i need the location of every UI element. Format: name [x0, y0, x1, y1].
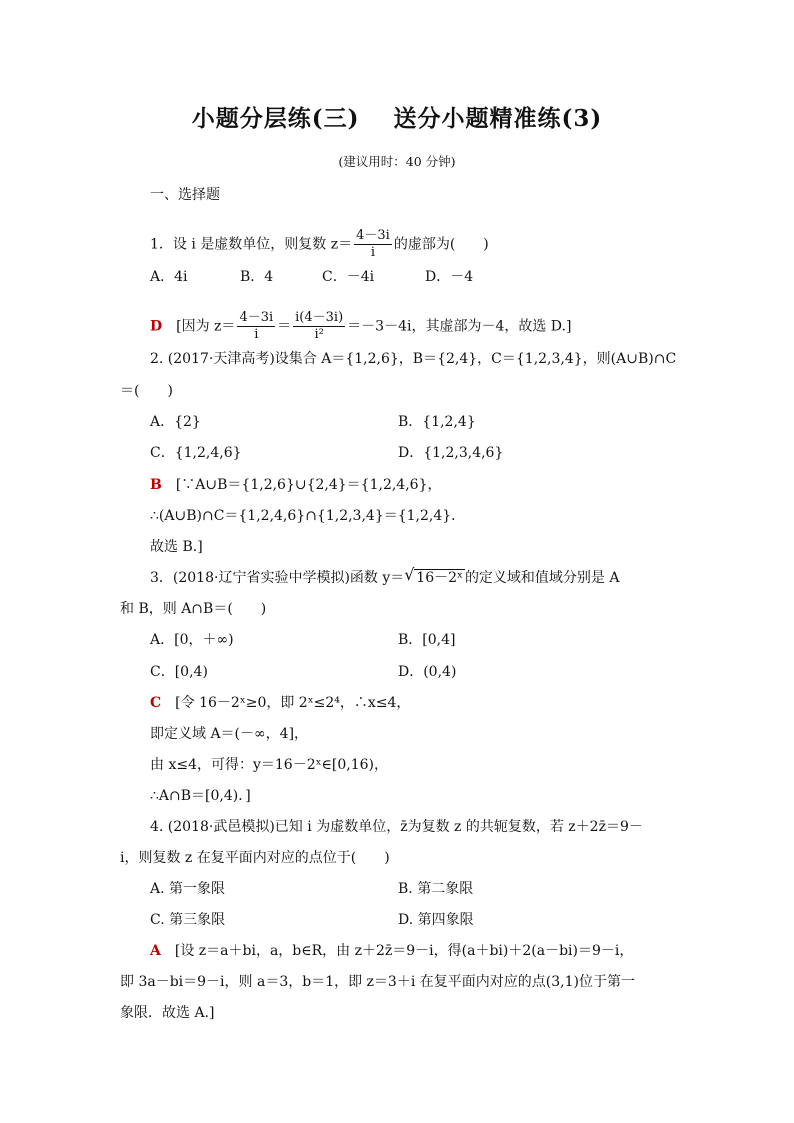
q3-stem-line-1 [150, 565, 620, 587]
q4-answer-text-1: [设 z＝a＋bi，a，b∈R，由 z＋2z̄＝9－i，得(a＋bi)＋2(a－bi)＝9－i， [174, 943, 634, 959]
q1-stem-post: 的虚部为( ) [393, 236, 489, 253]
q1-answer-fraction-2 [293, 310, 345, 343]
q4-answer-line-3: 象限．故选 A.] [120, 1005, 215, 1021]
q2-option-d: D．{1,2,3,4,6} [398, 445, 504, 461]
q2-option-c: C．{1,2,4,6} [150, 445, 242, 461]
q1-frac-num: 4－3i [356, 228, 390, 243]
q3-stem-line-2: 和 B，则 A∩B＝( ) [120, 601, 267, 617]
q1-ans-f2-num: i(4－3i) [295, 310, 344, 325]
q2-answer-line-1 [150, 476, 441, 494]
q1-ans-f2-den: i² [314, 327, 324, 342]
section-heading: 一、选择题 [150, 187, 220, 203]
q1-answer-letter: D [150, 318, 163, 335]
q3-answer-letter: C [150, 695, 162, 711]
q4-option-b: B. 第二象限 [398, 881, 474, 897]
q1-answer-fraction-1 [237, 310, 275, 343]
q4-answer-letter: A [150, 943, 161, 959]
q2-stem-line-1: 2. (2017·天津高考)设集合 A＝{1,2,6}，B＝{2,4}，C＝{1,2,3,4}，则(A∪B)∩C [150, 351, 677, 367]
title-part-2: 送分小题精准练(3) [393, 105, 603, 132]
q1-option-a: A．4i [150, 269, 188, 285]
q1-ans-f1-num: 4－3i [239, 310, 274, 325]
q1-option-c: C．－4i [322, 269, 375, 285]
q1-fraction [354, 228, 392, 261]
page-title [0, 100, 794, 133]
q1-answer-eq: ＝ [277, 318, 292, 335]
radical-sign-icon: √ [404, 565, 415, 584]
q4-answer-line-2: 即 3a－bi＝9－i，则 a＝3，b＝1，即 z＝3＋i 在复平面内对应的点(3,1)位于第一 [120, 974, 635, 990]
q3-answer-text-1: [令 16－2ˣ≥0，即 2ˣ≤2⁴，∴x≤4， [175, 695, 411, 711]
q3-answer-line-3: 由 x≤4，可得：y＝16－2ˣ∈[0,16)， [150, 757, 389, 773]
q2-answer-letter: B [150, 477, 162, 493]
q3-stem-post: 的定义域和值域分别是 A [464, 570, 620, 586]
q1-option-d: D．－4 [425, 269, 474, 285]
q4-stem-line-1: 4. (2018·武邑模拟)已知 i 为虚数单位，z̄为复数 z 的共轭复数，若 z＋2z̄＝9－ [150, 819, 643, 835]
q3-stem-pre: 3．(2018·辽宁省实验中学模拟)函数 y＝ [150, 570, 405, 586]
q1-ans-f1-den: i [254, 327, 259, 342]
q2-option-a: A．{2} [150, 414, 201, 430]
q4-option-a: A. 第一象限 [150, 881, 226, 897]
q2-stem-line-2: ＝( ) [120, 383, 173, 399]
q2-option-b: B．{1,2,4} [398, 414, 476, 430]
q2-answer-line-2: ∴(A∪B)∩C＝{1,2,4,6}∩{1,2,3,4}＝{1,2,4}． [150, 508, 466, 524]
q3-option-c: C．[0,4) [150, 664, 208, 680]
q3-option-b: B．[0,4] [398, 632, 456, 648]
q4-answer-line-1 [150, 942, 633, 960]
q4-option-c: C. 第三象限 [150, 912, 226, 928]
q3-answer-line-2: 即定义域 A＝(－∞，4]， [150, 726, 309, 742]
title-part-1: 小题分层练(三) [191, 105, 360, 132]
q2-answer-line-3: 故选 B.] [150, 539, 203, 555]
q4-stem-line-2: i，则复数 z 在复平面内对应的点位于( ) [120, 850, 390, 866]
q3-sqrt-body: 16－2ˣ [416, 570, 463, 586]
q1-answer-pre: [因为 z＝ [176, 318, 236, 335]
q3-sqrt [404, 565, 465, 587]
q1-answer [150, 310, 571, 343]
q1-frac-den: i [370, 245, 376, 260]
q1-option-b: B．4 [240, 269, 274, 285]
q1-stem-pre: 1．设 i 是虚数单位，则复数 z＝ [150, 236, 353, 253]
q3-answer-line-4: ∴A∩B＝[0,4)．] [150, 788, 251, 804]
q3-answer-line-1 [150, 694, 410, 712]
q4-option-d: D. 第四象限 [398, 912, 474, 928]
time-suggestion: (建议用时：40 分钟) [338, 154, 456, 169]
q3-option-d: D．(0,4) [398, 664, 457, 680]
q1-answer-post: ＝－3－4i，其虚部为－4，故选 D.] [347, 318, 572, 335]
q2-answer-text-1: [∵A∪B＝{1,2,6}∪{2,4}＝{1,2,4,6}， [175, 477, 442, 493]
q1-stem [150, 228, 489, 261]
q3-option-a: A．[0，＋∞) [150, 632, 234, 648]
